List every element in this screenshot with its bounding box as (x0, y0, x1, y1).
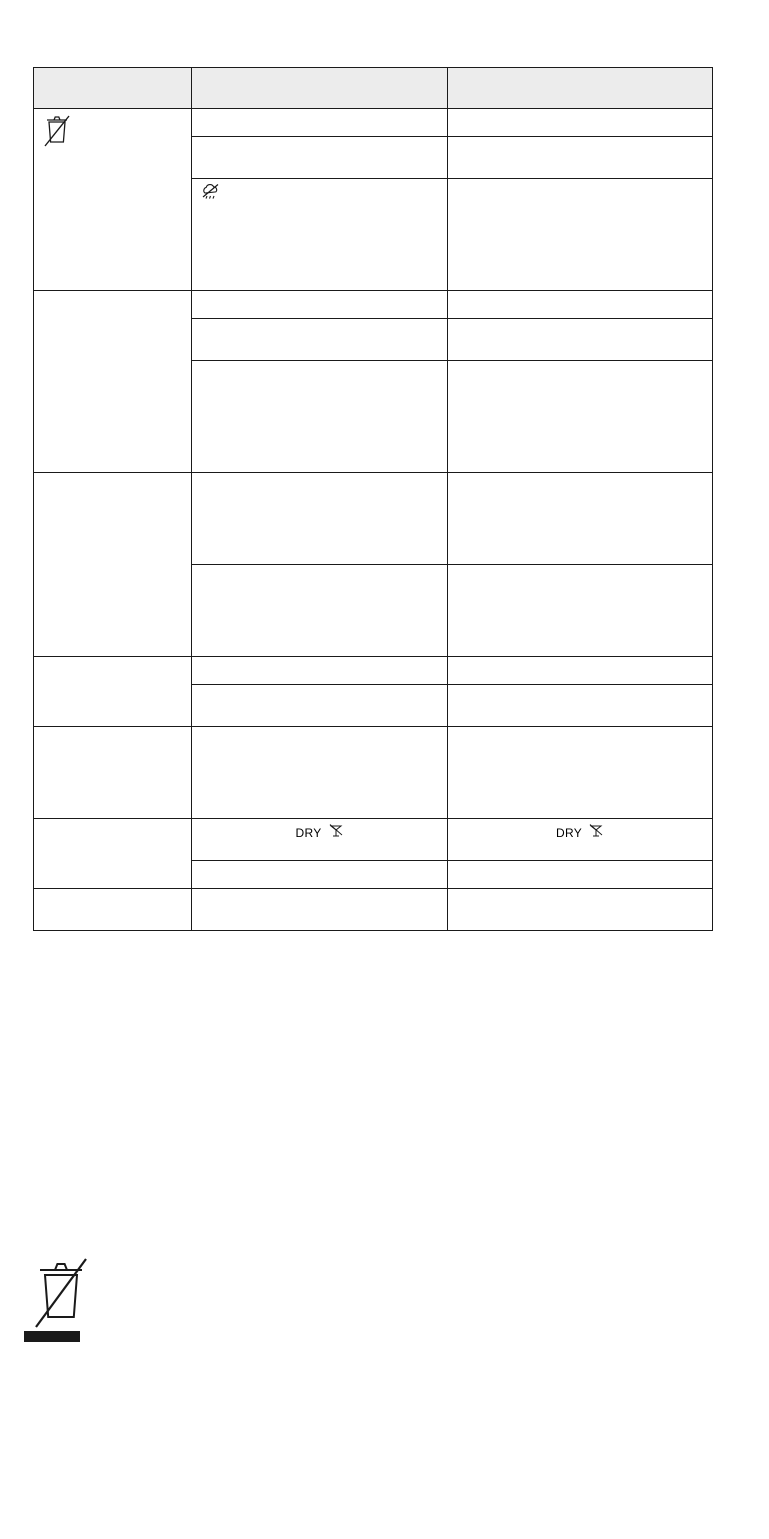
table-cell (192, 109, 448, 137)
specification-table-wrapper (33, 67, 712, 931)
table-body (34, 109, 713, 931)
weee-black-bar (24, 1331, 80, 1342)
table-header-row (34, 68, 713, 109)
table-header-cell-3 (448, 68, 713, 109)
tumble-dry-icon (588, 823, 604, 844)
table-cell (448, 685, 713, 727)
table-cell (192, 361, 448, 473)
dry-label: DRY (295, 826, 322, 841)
table-cell-dry-right (448, 819, 713, 861)
table-row (34, 889, 713, 931)
table-cell (448, 137, 713, 179)
table-header-cell-1 (34, 68, 192, 109)
row-group-label-2 (34, 291, 192, 473)
table-header (34, 68, 713, 109)
table-cell (192, 889, 448, 931)
table-cell (448, 727, 713, 819)
table-cell (192, 291, 448, 319)
table-cell (192, 137, 448, 179)
row-group-label-6 (34, 819, 192, 889)
table-cell (192, 685, 448, 727)
dry-label: DRY (555, 826, 583, 841)
table-header-cell-2 (192, 68, 448, 109)
table-cell (192, 319, 448, 361)
tumble-dry-icon (328, 823, 344, 844)
table-cell (448, 861, 713, 889)
table-cell (448, 473, 713, 565)
table-cell (192, 657, 448, 685)
row-group-label-3 (34, 473, 192, 657)
table-row (34, 727, 713, 819)
table-row (34, 657, 713, 685)
weee-crossed-bin-icon (42, 113, 72, 149)
table-cell (448, 319, 713, 361)
row-group-label-4 (34, 657, 192, 727)
table-cell (448, 361, 713, 473)
weee-crossed-bin-icon (32, 1255, 90, 1337)
table-cell (448, 179, 713, 291)
table-cell (448, 565, 713, 657)
table-row (34, 473, 713, 565)
specification-table (33, 67, 713, 931)
table-cell (192, 473, 448, 565)
table-cell (192, 861, 448, 889)
table-cell-with-icon (192, 179, 448, 291)
row-group-label-1 (34, 109, 192, 291)
row-group-label-5 (34, 727, 192, 819)
table-row (34, 109, 713, 137)
table-cell (192, 727, 448, 819)
table-cell (448, 291, 713, 319)
table-cell (448, 889, 713, 931)
table-cell (448, 657, 713, 685)
table-cell (448, 109, 713, 137)
no-rain-icon (200, 196, 222, 208)
table-cell-dry-left (192, 819, 448, 861)
table-row (34, 291, 713, 319)
table-cell (192, 565, 448, 657)
table-row (34, 819, 713, 861)
row-group-label-7 (34, 889, 192, 931)
